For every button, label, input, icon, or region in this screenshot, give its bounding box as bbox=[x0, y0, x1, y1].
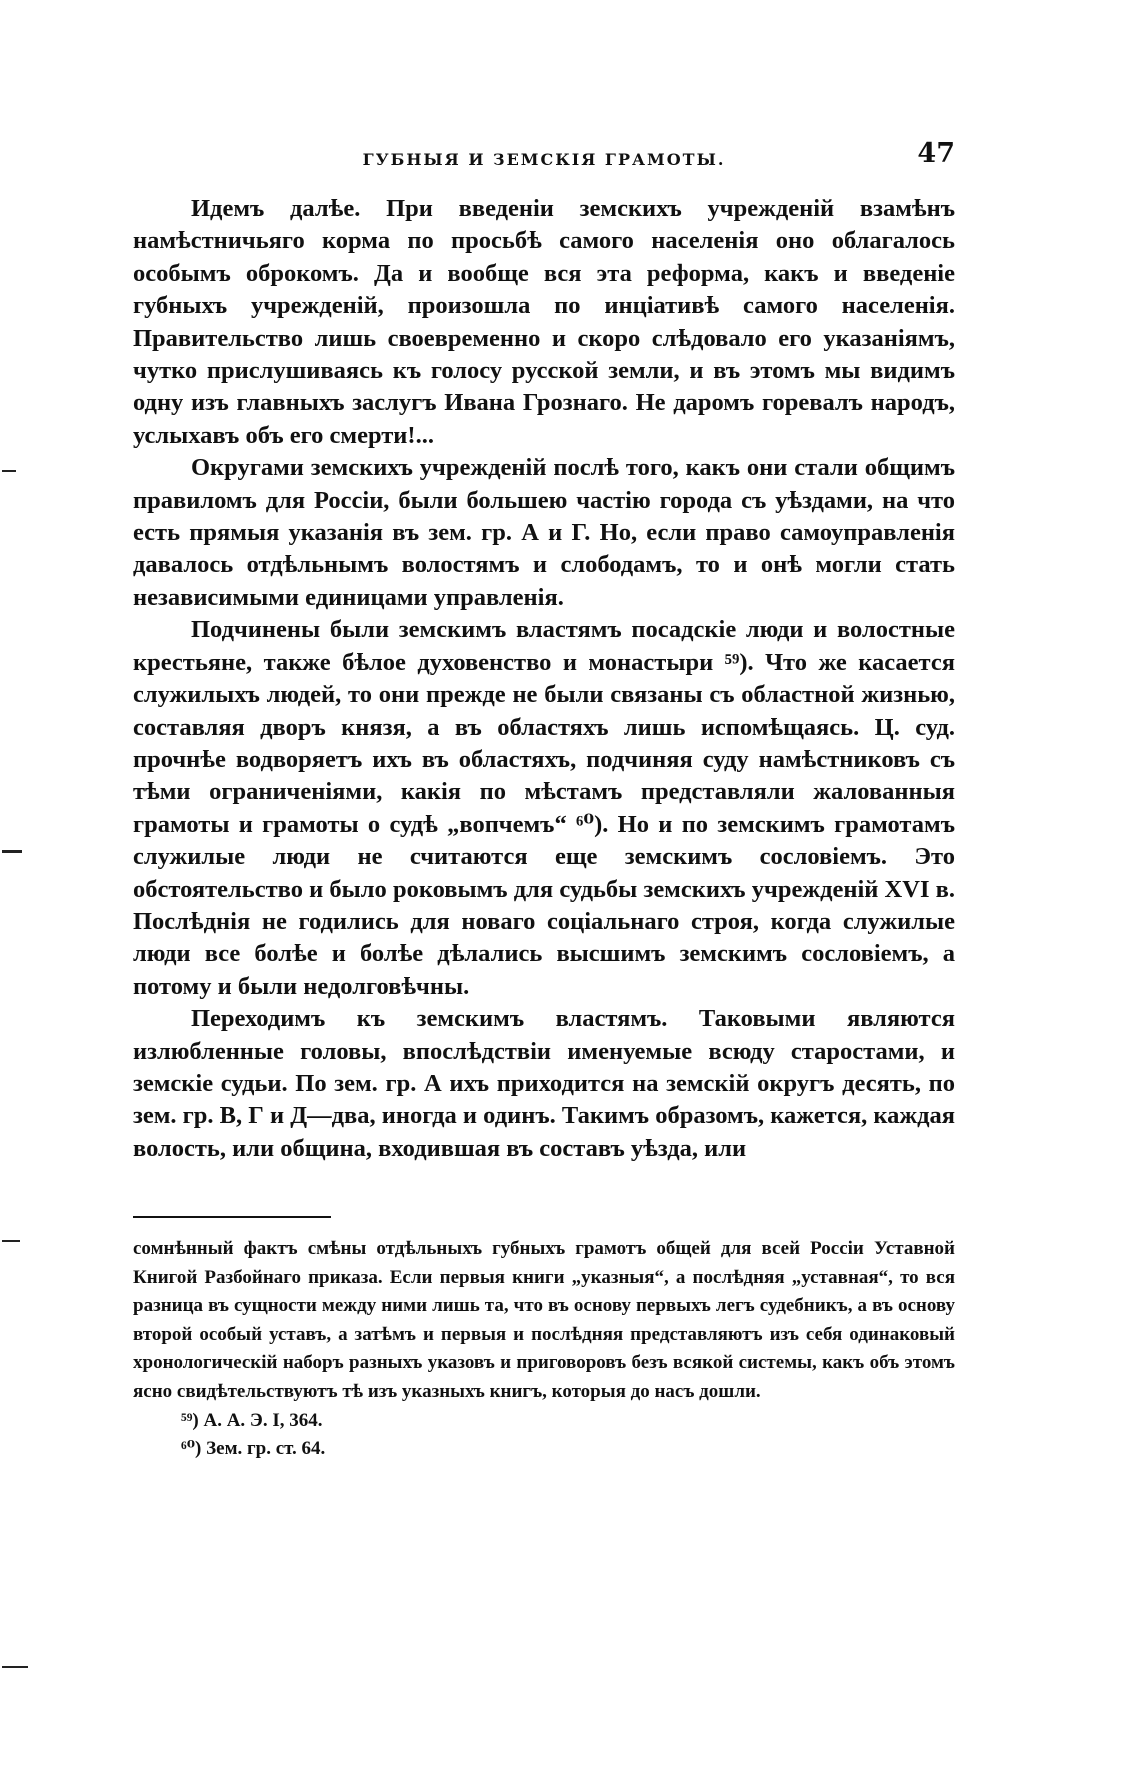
scan-mark bbox=[2, 850, 22, 853]
scan-mark bbox=[2, 1666, 28, 1668]
footnotes bbox=[133, 1235, 955, 1464]
paragraph: Переходимъ къ земскимъ властямъ. Таковыми являются излюбленные головы, впослѣдствіи именуемые всюду старостами, и земскіе судьи. По зем. гр. А ихъ приходится на земскій округъ десять, по зем. гр. В, Г и Д—два, иногда и одинъ. Такимъ образомъ, кажется, каждая волость, или община, входившая въ составъ уѣзда, или bbox=[133, 1005, 955, 1162]
body-text bbox=[133, 193, 955, 1165]
paragraph: Округами земскихъ учрежденій послѣ того, какъ они стали общимъ правиломъ для Россіи, были большею частію города съ уѣздами, на что есть прямыя указанія въ зем. гр. А и Г. Но, если право самоуправленія давалось отдѣльнымъ волостямъ и слободамъ, то и онѣ могли стать независимыми единицами управленія. bbox=[133, 454, 955, 611]
footnote-marker: ⁵⁹) bbox=[181, 1409, 199, 1431]
scan-mark bbox=[2, 470, 16, 472]
footnote bbox=[133, 1407, 955, 1436]
footnote-marker: ⁶⁰) bbox=[181, 1438, 202, 1460]
footnote-text: Зем. гр. ст. 64. bbox=[206, 1438, 326, 1460]
footnote-rule bbox=[133, 1216, 331, 1218]
footnote bbox=[133, 1435, 955, 1464]
page-number: 47 bbox=[917, 138, 955, 169]
paragraph: Идемъ далѣе. При введеніи земскихъ учрежденій взамѣнъ намѣстничьяго корма по просьбѣ самого населенія оно облагалось особымъ оброкомъ. Да и вообще вся эта реформа, какъ и введеніе губныхъ учрежденій, произошла по инціативѣ самого населенія. Правительство лишь своевременно и скоро слѣдовало его указаніямъ, чутко прислушиваясь къ голосу русской земли, и въ этомъ мы видимъ одну изъ главныхъ заслугъ Ивана Грознаго. Не даромъ горевалъ народъ, услыхавъ объ его смерти!... bbox=[133, 195, 955, 449]
scan-mark bbox=[2, 1240, 20, 1242]
running-head: ГУБНЫЯ И ЗЕМСКІЯ ГРАМОТЫ. bbox=[362, 150, 726, 169]
footnote-text: А. А. Э. I, 364. bbox=[203, 1409, 323, 1431]
footnote-continuation: сомнѣнный фактъ смѣны отдѣльныхъ губныхъ грамотъ общей для всей Россіи Уставной Книгой Разбойнаго приказа. Если первыя книги „указныя“, а послѣдняя „уставная“, то вся разница въ сущности между ними лишь та, что въ основу первыхъ легъ судебникъ, а въ основу второй особый уставъ, а затѣмъ и первыя и послѣдняя представляютъ изъ себя одинаковый хронологическій наборъ разныхъ указовъ и приговоровъ безъ всякой системы, какъ объ этомъ ясно свидѣтельствуютъ тѣ изъ указныхъ книгъ, которыя до насъ дошли. bbox=[133, 1238, 955, 1402]
page-header bbox=[133, 138, 955, 178]
paragraph: Подчинены были земскимъ властямъ посадскіе люди и волостные крестьяне, также бѣлое духовенство и монастыри ⁵⁹). Что же касается служилыхъ людей, то они прежде не были связаны съ областной жизнью, составляя дворъ князя, а въ областяхъ лишь испомѣщаясь. Ц. суд. прочнѣе водворяетъ ихъ въ областяхъ, подчиняя суду намѣстниковъ съ тѣми ограниченіями, какія по мѣстамъ представляли жалованныя грамоты и грамоты о судѣ „вопчемъ“ ⁶⁰). Но и по земскимъ грамотамъ служилые люди не считаются еще земскимъ сословіемъ. Это обстоятельство и было роковымъ для судьбы земскихъ учрежденій XVI в. Послѣднія не годились для новаго соціальнаго строя, когда служилые люди все болѣе и болѣе дѣлались высшимъ земскимъ сословіемъ, а потому и были недолговѣчны. bbox=[133, 616, 955, 1000]
